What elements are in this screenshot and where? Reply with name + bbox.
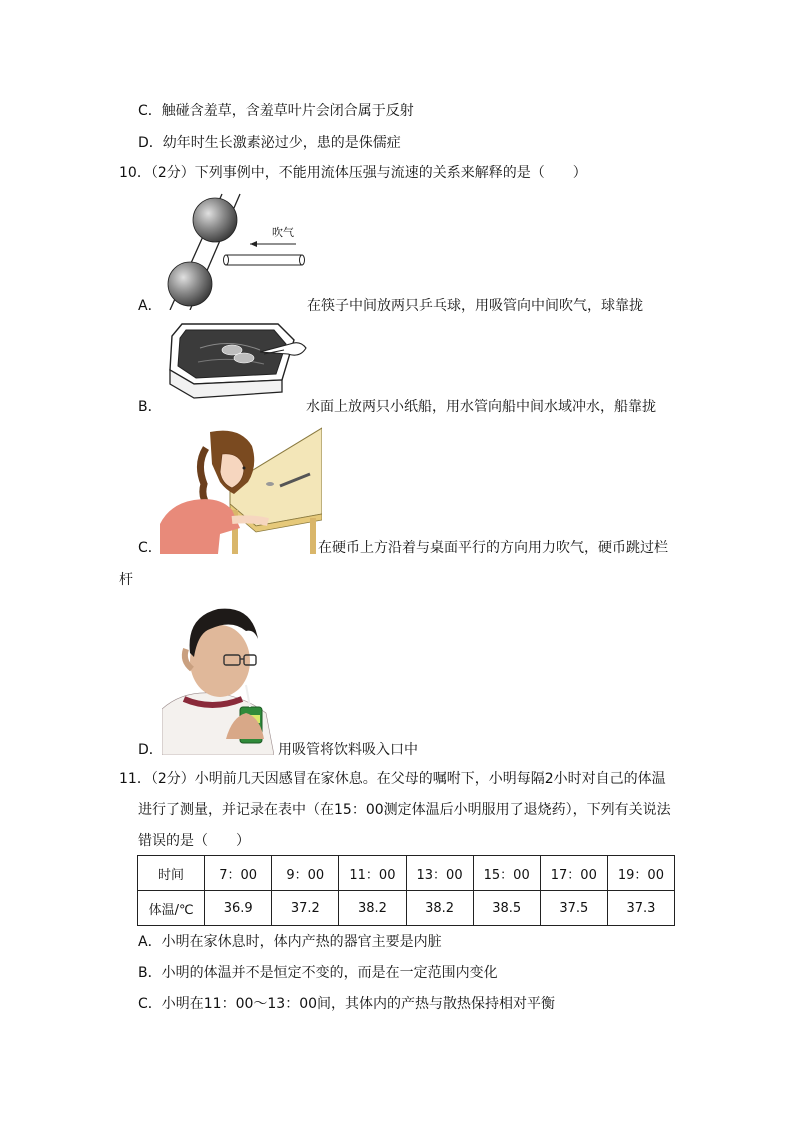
q10-option-a-text: 在筷子中间放两只乒乓球，用吸管向中间吹气，球靠拢 [307,298,643,314]
table-cell-temperature: 38.5 [473,891,540,926]
q11-stem-line3: 错误的是（ ） [138,833,250,849]
q10-option-d-text: 用吸管将饮料吸入口中 [278,742,418,758]
q10-option-d-letter: D． [138,742,163,758]
table-cell-time: 19：00 [607,856,674,891]
q10-option-b-text: 水面上放两只小纸船，用水管向船中间水域冲水，船靠拢 [306,399,656,415]
table-cell-temperature: 38.2 [339,891,406,926]
girl-blowing-coin-figure [160,424,322,554]
q11-option-a: A．小明在家休息时，体内产热的器官主要是内脏 [138,934,442,950]
table-cell-temperature: 37.5 [540,891,607,926]
q11-stem-line2: 进行了测量，并记录在表中（在15：00测定体温后小明服用了退烧药），下列有关说法 [138,802,671,818]
table-cell-temperature: 37.3 [607,891,674,926]
ping-pong-balls-figure [160,192,310,310]
q11-stem-line1: 11．（2分）小明前几天因感冒在家休息。在父母的嘱咐下，小明每隔2小时对自己的体温 [119,771,666,787]
q11-option-b: B．小明的体温并不是恒定不变的，而是在一定范围内变化 [138,965,498,981]
table-cell-time: 9：00 [272,856,339,891]
q9-option-c: C．触碰含羞草，含羞草叶片会闭合属于反射 [138,103,414,119]
table-cell-time: 15：00 [473,856,540,891]
table-cell-temperature: 37.2 [272,891,339,926]
q10-option-c-letter: C． [138,540,162,556]
q10-option-a-letter: A． [138,298,162,314]
table-header-time: 时间 [138,856,205,891]
table-cell-temperature: 38.2 [406,891,473,926]
table-row-temperature [138,891,675,926]
temperature-table [137,855,675,926]
q10-option-b-letter: B． [138,399,162,415]
table-cell-temperature: 36.9 [205,891,272,926]
table-cell-time: 13：00 [406,856,473,891]
table-header-temperature: 体温/℃ [138,891,205,926]
table-cell-time: 7：00 [205,856,272,891]
q9-option-d: D．幼年时生长激素泌过少，患的是侏儒症 [138,135,401,151]
blow-label: 吹气 [272,226,294,239]
boy-drinking-straw-figure [162,599,274,755]
table-row-time [138,856,675,891]
table-cell-time: 11：00 [339,856,406,891]
q11-option-c: C．小明在11：00～13：00间，其体内的产热与散热保持相对平衡 [138,996,556,1012]
paper-boats-basin-figure [160,318,310,406]
q10-option-c-text: 在硬币上方沿着与桌面平行的方向用力吹气，硬币跳过栏 [318,540,668,556]
q10-option-c-text-cont: 杆 [119,572,133,588]
q10-stem: 10．（2分）下列事例中，不能用流体压强与流速的关系来解释的是（ ） [119,165,587,181]
table-cell-time: 17：00 [540,856,607,891]
